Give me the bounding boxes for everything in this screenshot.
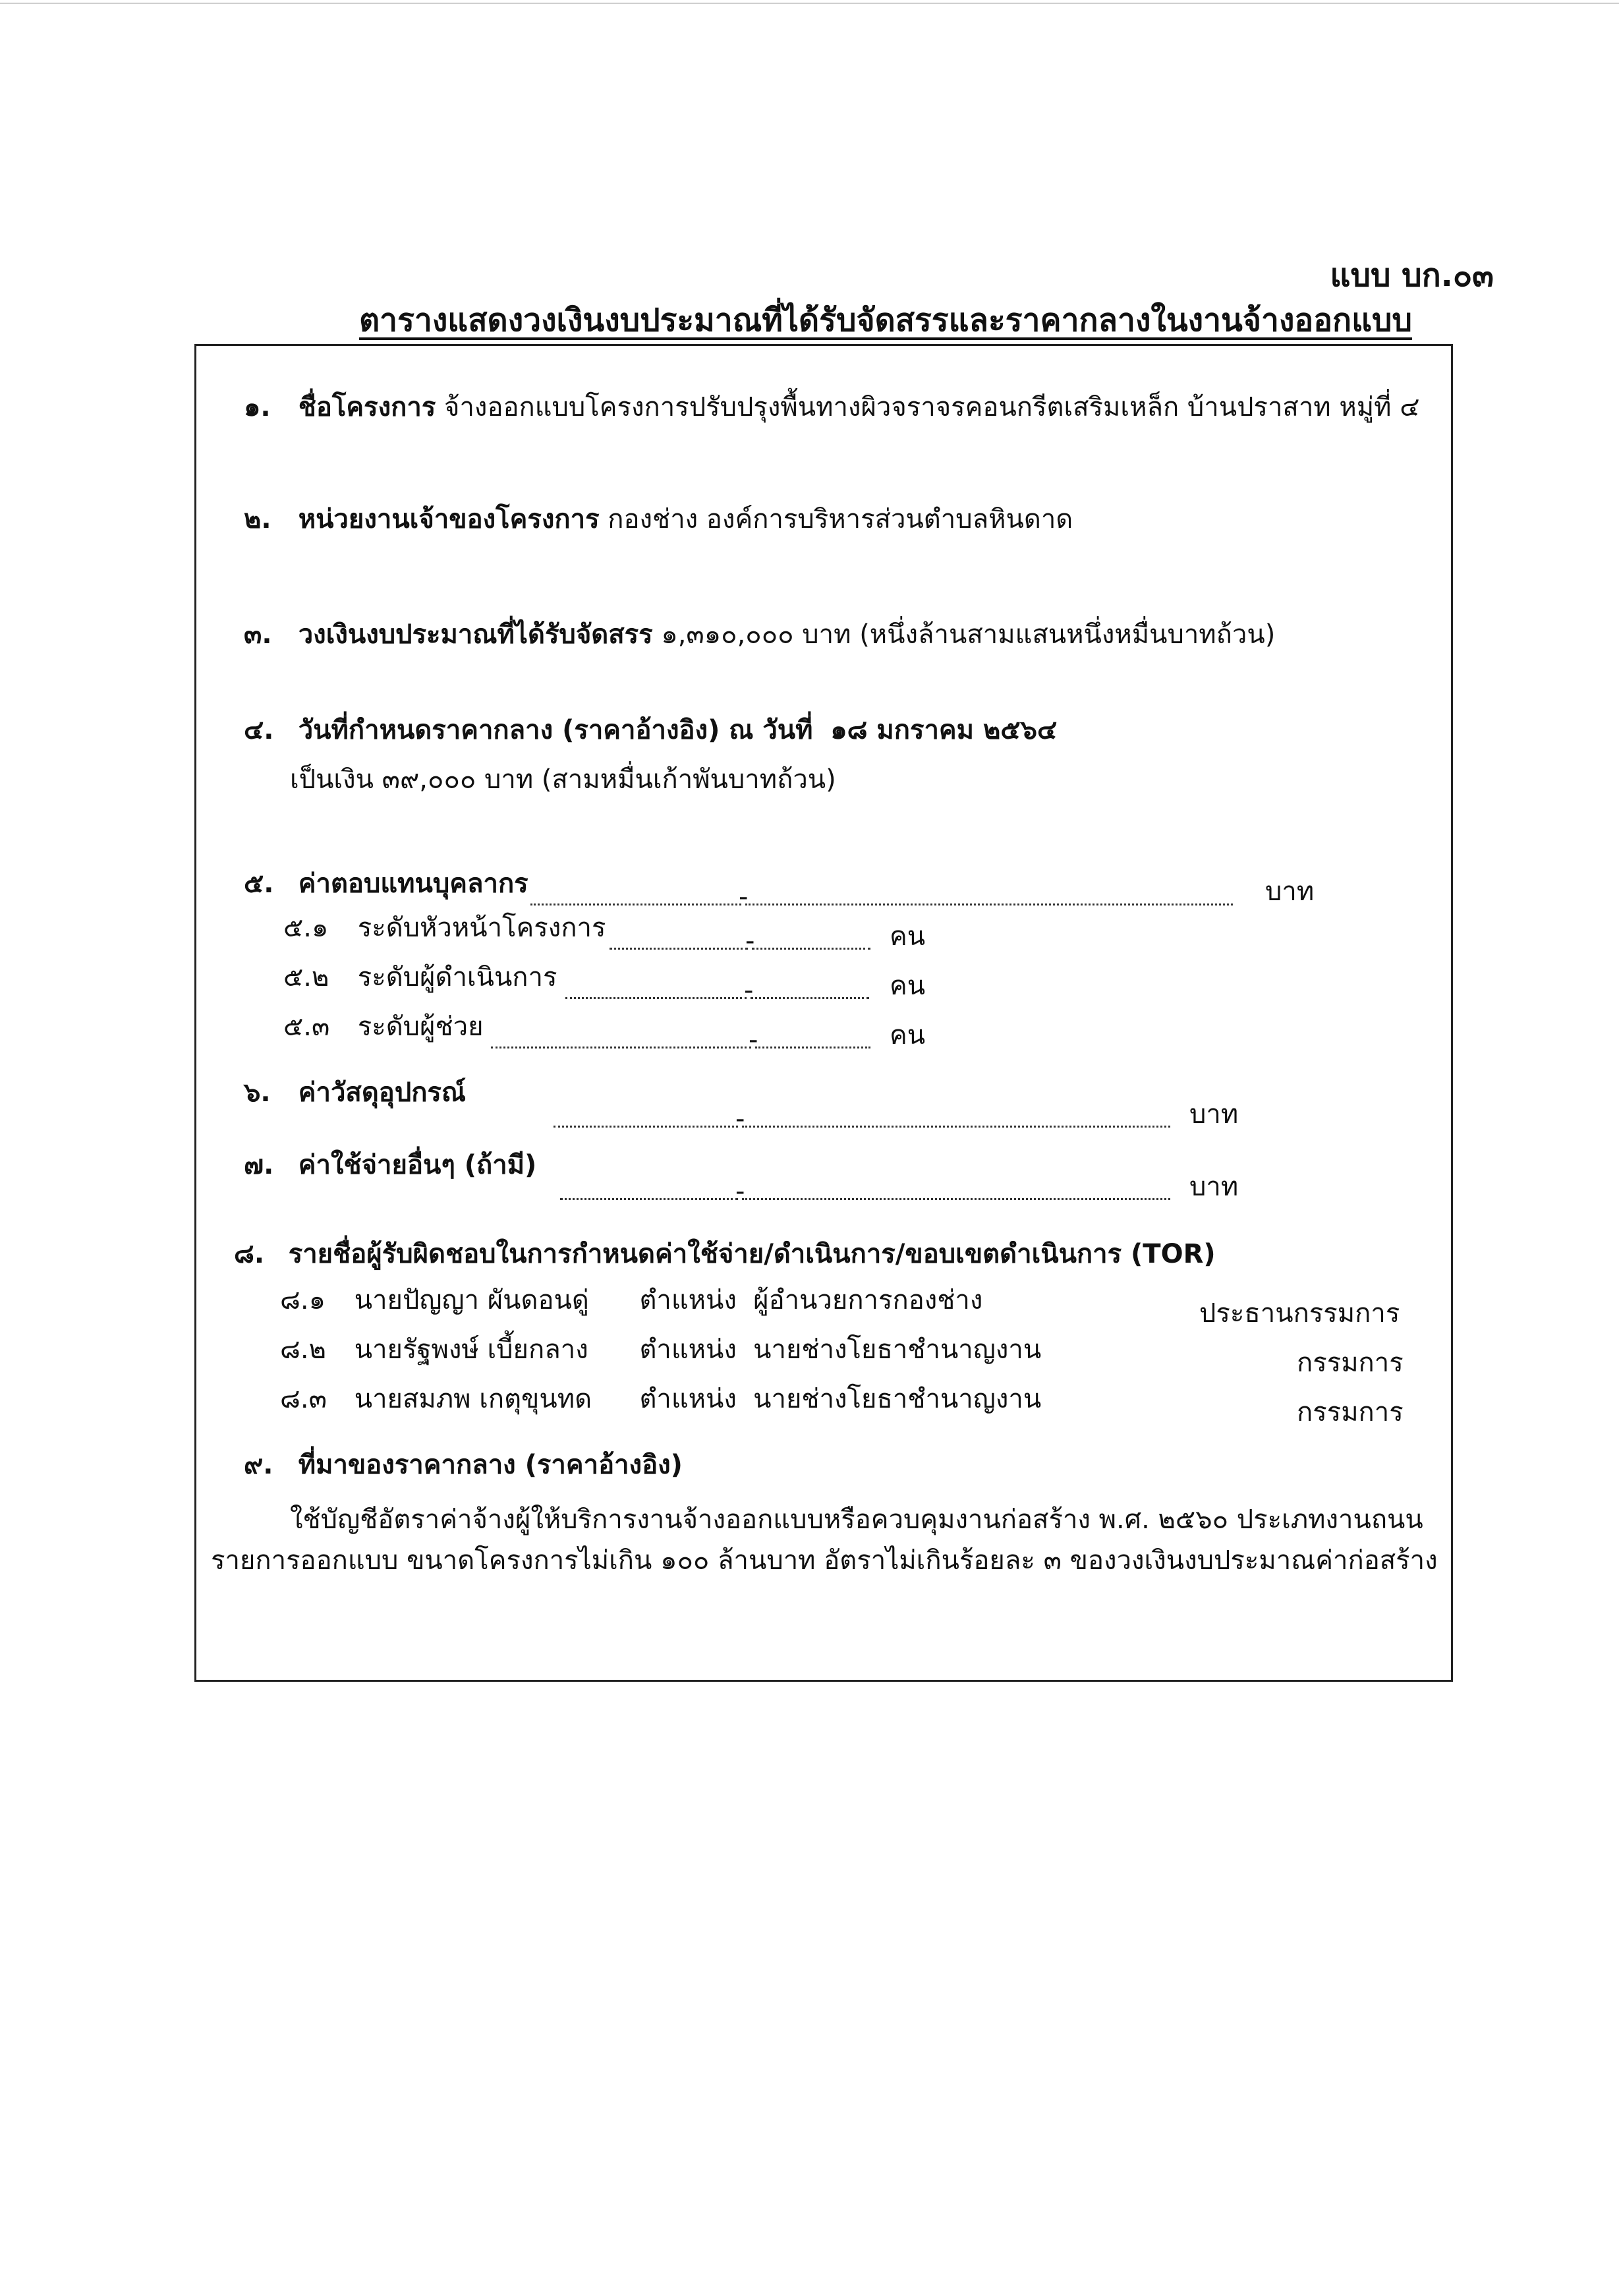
item-label: หน่วยงานเจ้าของโครงการ — [298, 504, 600, 534]
item-number: ๙. — [244, 1450, 273, 1480]
dotted-fill — [751, 994, 869, 999]
dotted-fill — [560, 1195, 738, 1200]
item-number: ๔. — [244, 715, 274, 745]
item-7-unit: บาท — [1189, 1172, 1239, 1202]
member-number: ๘.๓ — [280, 1384, 327, 1414]
item-label: ค่าตอบแทนบุคลากร — [298, 869, 528, 899]
amount-dash: - — [749, 1025, 758, 1055]
item-value: กองช่าง องค์การบริหารส่วนตำบลหินดาด — [608, 504, 1073, 534]
amount-dash: - — [745, 926, 755, 956]
item-date: ๑๘ มกราคม ๒๕๖๔ — [830, 715, 1058, 745]
item-label: ค่าวัสดุอุปกรณ์ — [298, 1077, 467, 1108]
item-number: ๑. — [244, 392, 271, 422]
sub-number: ๕.๓ — [283, 1012, 330, 1042]
item-number: ๖. — [244, 1077, 271, 1108]
amount-dash: - — [744, 975, 754, 1006]
item-6-amount-field — [554, 1104, 1170, 1134]
item-3 — [244, 619, 1275, 650]
dotted-fill — [742, 1123, 1170, 1128]
item-label: รายชื่อผู้รับผิดชอบในการกำหนดค่าใช้จ่าย/ดำเนินการ/ขอบเขตดำเนินการ (TOR) — [288, 1239, 1216, 1269]
member-position: นายช่างโยธาชำนาญงาน — [753, 1335, 1042, 1365]
item-5-2-unit: คน — [890, 971, 926, 1001]
amount-dash: - — [735, 1176, 745, 1207]
item-label: วันที่กำหนดราคากลาง (ราคาอ้างอิง) ณ วันที่ — [298, 715, 813, 745]
item-number: ๒. — [244, 504, 271, 534]
item-label: ชื่อโครงการ — [298, 392, 436, 422]
item-6 — [244, 1077, 466, 1108]
item-label: ที่มาของราคากลาง (ราคาอ้างอิง) — [298, 1450, 683, 1480]
item-9-text: ใช้บัญชีอัตราค่าจ้างผู้ให้บริการงานจ้างออกแบบหรือควบคุมงานก่อสร้าง พ.ศ. ๒๕๖๐ ประเภทงานถนน รายการออกแบบ ขนาดโครงการไม่เกิน ๑๐๐ ล้านบาท อัตราไม่เกินร้อยละ ๓ ของวงเงินงบประมาณค่าก่อสร้าง — [211, 1505, 1438, 1576]
member-position-label: ตำแหน่ง — [639, 1384, 737, 1414]
item-value: จ้างออกแบบโครงการปรับปรุงพื้นทางผิวจราจรคอนกรีตเสริมเหล็ก บ้านปราสาท หมู่ที่ ๔ — [444, 392, 1420, 422]
item-number: ๗. — [244, 1150, 274, 1180]
member-number: ๘.๑ — [280, 1285, 326, 1315]
item-5-3 — [283, 1012, 484, 1042]
amount-dash: - — [739, 882, 749, 912]
sub-label: ระดับผู้ดำเนินการ — [357, 962, 557, 992]
dotted-fill — [565, 994, 747, 999]
item-5-1 — [283, 913, 606, 943]
member-position-label: ตำแหน่ง — [639, 1335, 737, 1365]
sub-number: ๕.๑ — [283, 913, 329, 943]
item-5-3-unit: คน — [890, 1020, 926, 1050]
item-7-amount-field — [560, 1176, 1170, 1207]
document-title: ตารางแสดงวงเงินงบประมาณที่ได้รับจัดสรรและราคากลางในงานจ้างออกแบบ — [359, 302, 1412, 339]
item-5-2-field — [565, 975, 869, 1006]
sub-label: ระดับผู้ช่วย — [357, 1012, 484, 1042]
member-8-2 — [280, 1335, 1041, 1365]
item-5-1-field — [610, 926, 870, 956]
member-position: นายช่างโยธาชำนาญงาน — [753, 1384, 1042, 1414]
dotted-fill — [752, 945, 870, 950]
member-position: ผู้อำนวยการกองช่าง — [753, 1285, 983, 1315]
scan-edge — [0, 3, 1619, 4]
dotted-fill — [491, 1044, 751, 1048]
item-2 — [244, 504, 1073, 534]
item-5-unit: บาท — [1265, 876, 1315, 907]
dotted-fill — [554, 1123, 738, 1128]
item-1 — [244, 392, 1419, 422]
member-8-2-role: กรรมการ — [1297, 1348, 1404, 1378]
item-4-amount: เป็นเงิน ๓๙,๐๐๐ บาท (สามหมื่นเก้าพันบาทถ้วน) — [290, 764, 836, 795]
dotted-fill — [742, 1195, 1170, 1200]
item-4 — [244, 715, 1057, 745]
member-name: นายสมภพ เกตุขุนทด — [354, 1384, 592, 1414]
member-name: นายปัญญา ผันดอนดู่ — [354, 1285, 589, 1315]
member-number: ๘.๒ — [280, 1335, 326, 1365]
dotted-fill — [610, 945, 748, 950]
member-8-3 — [280, 1384, 1041, 1414]
member-8-1-role: ประธานกรรมการ — [1199, 1298, 1400, 1329]
sub-number: ๕.๒ — [283, 962, 329, 992]
item-5-3-field — [491, 1025, 870, 1055]
dotted-fill — [745, 901, 1233, 905]
item-6-unit: บาท — [1189, 1099, 1239, 1130]
item-number: ๘. — [234, 1239, 265, 1269]
item-label: วงเงินงบประมาณที่ได้รับจัดสรร — [298, 619, 653, 650]
member-8-3-role: กรรมการ — [1297, 1397, 1404, 1427]
item-number: ๕. — [244, 869, 274, 899]
sub-label: ระดับหัวหน้าโครงการ — [357, 913, 606, 943]
dotted-fill — [530, 901, 741, 905]
item-value: ๑,๓๑๐,๐๐๐ บาท (หนึ่งล้านสามแสนหนึ่งหมื่นบาทถ้วน) — [661, 619, 1276, 650]
item-number: ๓. — [244, 619, 272, 650]
item-label: ค่าใช้จ่ายอื่นๆ (ถ้ามี) — [298, 1150, 537, 1180]
amount-dash: - — [735, 1104, 745, 1134]
item-9 — [244, 1450, 683, 1480]
dotted-fill — [755, 1044, 870, 1048]
item-5 — [244, 869, 528, 899]
item-5-amount-field — [530, 882, 1255, 912]
member-name: นายรัฐพงษ์ เบี้ยกลาง — [354, 1335, 588, 1365]
form-code: แบบ บก.๐๓ — [1330, 257, 1494, 294]
member-8-1 — [280, 1285, 982, 1315]
item-8 — [234, 1239, 1216, 1269]
item-5-2 — [283, 962, 557, 992]
member-position-label: ตำแหน่ง — [639, 1285, 737, 1315]
item-7 — [244, 1150, 536, 1180]
item-5-1-unit: คน — [890, 921, 926, 952]
